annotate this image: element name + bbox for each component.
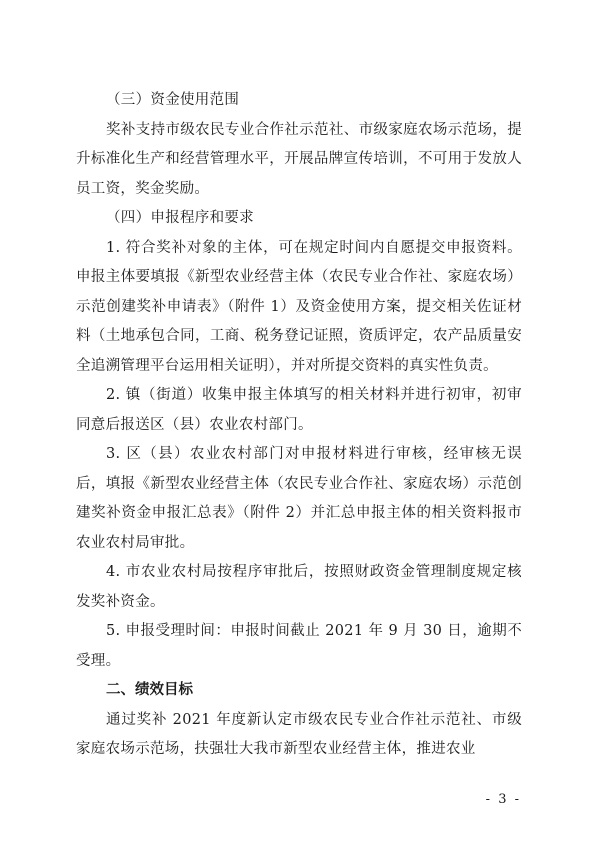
- section-heading-funds-scope: （三）资金使用范围: [106, 92, 240, 108]
- paragraph-funds-scope: 奖补支持市级农民专业合作社示范社、市级家庭农场示范场，提升标准化生产和经营管理水平，开展品牌宣传培训，不可用于发放人员工资，奖金奖励。: [76, 121, 522, 197]
- document-body: [76, 86, 522, 765]
- page-number: - 3 -: [485, 792, 521, 807]
- section-heading-procedure: （四）申报程序和要求: [106, 210, 254, 226]
- paragraph-step-4: 4. 市农业农村局按程序审批后，按照财政资金管理制度规定核发奖补资金。: [76, 564, 522, 610]
- paragraph-step-3: 3. 区（县）农业农村部门对申报材料进行审核，经审核无误后，填报《新型农业经营主体（农民专业合作社、家庭农场）示范创建奖补资金申报汇总表》（附件 2）并汇总申报主体的相关资料报市农业农村局审批。: [76, 446, 522, 551]
- paragraph-step-2: 2. 镇（街道）收集申报主体填写的相关材料并进行初审，初审同意后报送区（县）农业农村部门。: [76, 387, 522, 433]
- paragraph-performance-goals: 通过奖补 2021 年度新认定市级农民专业合作社示范社、市级家庭农场示范场，扶强壮大我市新型农业经营主体，推进农业: [76, 711, 522, 757]
- paragraph-step-1: 1. 符合奖补对象的主体，可在规定时间内自愿提交申报资料。申报主体要填报《新型农业经营主体（农民专业合作社、家庭农场）示范创建奖补申请表》（附件 1）及资金使用方案，提交相关佐证材料（土地承包合同，工商、税务登记证照，资质评定，农产品质量安全追溯管理平台运用相关证明），并对所提交资料的真实性负责。: [76, 239, 522, 374]
- section-heading-performance-goals: 二、绩效目标: [106, 682, 193, 698]
- paragraph-step-5: 5. 申报受理时间：申报时间截止 2021 年 9 月 30 日，逾期不受理。: [76, 623, 522, 669]
